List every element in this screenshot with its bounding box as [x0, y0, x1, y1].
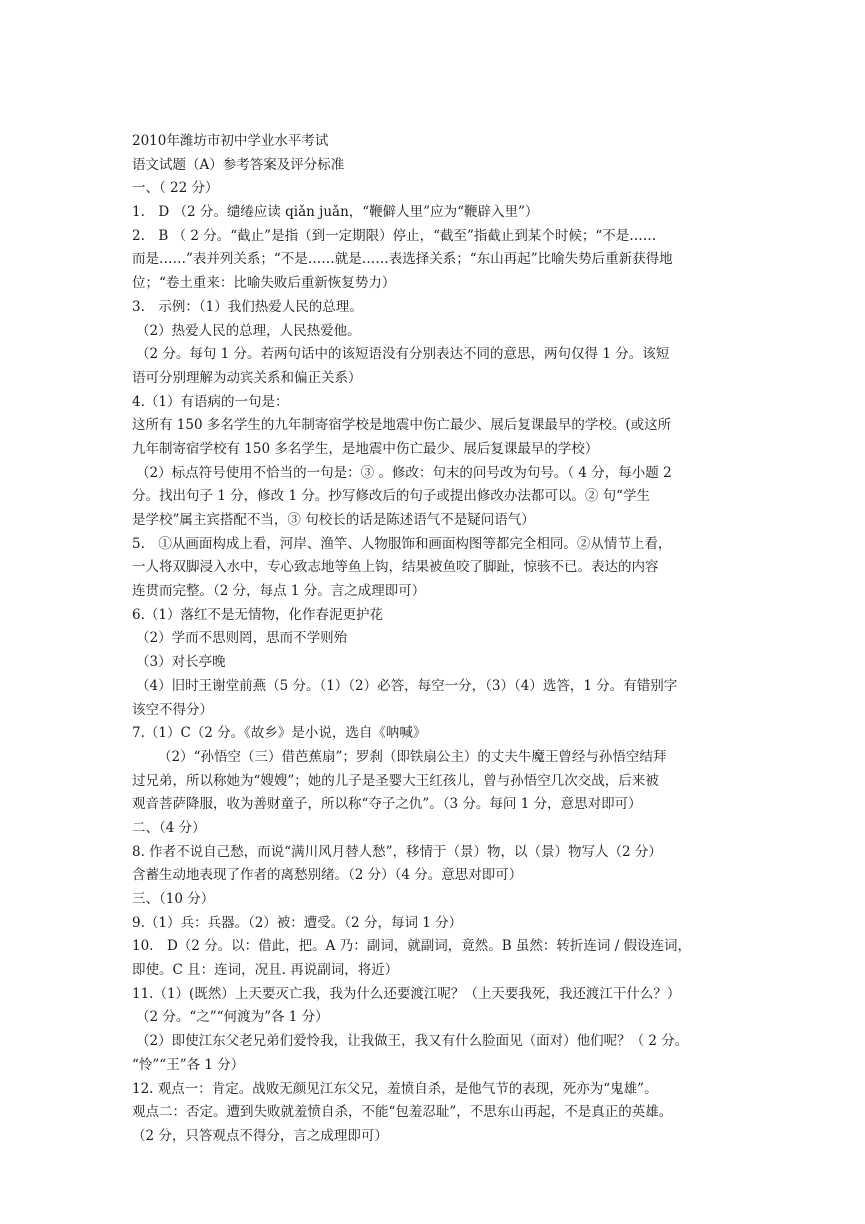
section-heading: 一、（ 22 分） [132, 180, 219, 197]
section-heading: 三、（10 分） [132, 891, 215, 907]
text-line: （2）学而不思则罔，思而不学则殆 [136, 630, 348, 647]
text-line: 位；“卷土重来：比喻失败后重新恢复势力） [132, 275, 396, 292]
text-line: 3. 示例：（1）我们热爱人民的总理。 [132, 298, 363, 315]
text-line: 是学校”属主宾搭配不当，③ 句校长的话是陈述语气不是疑问语气） [132, 512, 535, 528]
text-line: （2 分，只答观点不得分，言之成理即可） [132, 1127, 388, 1144]
text-line: 7.（1）C（2 分。《故乡》是小说，选自《呐喊》 [132, 725, 427, 742]
text-line: 过兄弟，所以称她为“嫂嫂”；她的儿子是圣婴大王红孩儿，曾与孙悟空几次交战，后来被 [132, 772, 659, 789]
text-line: （2 分。“之”“何渡为”各 1 分） [136, 1009, 329, 1026]
text-line: 6.（1）落红不是无情物，化作春泥更护花 [132, 606, 383, 623]
text-line: 2. B （ 2 分。“截止”是指（到一定期限）停止，“截至”指截止到某个时候；“不是…… [132, 227, 657, 244]
answer-key-text [132, 130, 742, 1149]
text-line: （2）标点符号使用不恰当的一句是：③ 。修改：句末的问号改为句号。（ 4 分，每小题 2 [136, 464, 672, 481]
text-line: （3）对长亭晚 [136, 654, 226, 671]
text-line: 该空不得分） [132, 701, 213, 718]
text-line: （2）热爱人民的总理，人民热爱他。 [136, 322, 361, 339]
text-line: 1. D （2 分。缱绻应读 qiǎn juǎn，“鞭僻人里”应为“鞭辟入里”） [132, 204, 539, 221]
text-line: 观点二：否定。遭到失败就羞愤自杀，不能“包羞忍耻”，不思东山再起，不是真正的英雄。 [132, 1104, 673, 1121]
text-line: 即使。C 且：连词，况且. 再说副词，将近） [132, 962, 399, 979]
text-line: “怜”“王”各 1 分） [132, 1056, 245, 1073]
text-line: 连贯而完整。（2 分，每点 1 分。言之成理即可） [132, 583, 426, 600]
text-line: 含蓄生动地表现了作者的离愁别绪。（2 分）（4 分。意思对即可） [132, 867, 523, 884]
text-line: （2）“孙悟空（三）借芭蕉扇”；罗刹（即铁扇公主）的丈夫牛魔王曾经与孙悟空结拜 [158, 748, 667, 765]
text-line: 九年制寄宿学校有 150 多名学生，是地震中伤亡最少、展后复课最早的学校） [132, 440, 599, 457]
text-line: （2 分。每句 1 分。若两句话中的该短语没有分别表达不同的意思，两句仅得 1 分。该短 [136, 346, 670, 363]
text-line: 10. D（2 分。以：借此，把。A 乃：副词，就副词，竟然。B 虽然：转折连词 / 假设连词， [132, 938, 692, 955]
text-line: （4）旧时王谢堂前燕（5 分。（1）（2）必答，每空一分，（3）（4）选答，1 分。有错别字 [136, 677, 678, 694]
text-line: 而是……”表并列关系；“不是……就是……表选择关系；“东山再起”比喻失势后重新获得地 [132, 251, 673, 268]
text-line: 分。找出句子 1 分，修改 1 分。抄写修改后的句子或提出修改办法都可以。② 句“学生 [132, 488, 651, 505]
doc-subtitle: 语文试题（A）参考答案及评分标准 [132, 156, 345, 173]
section-heading: 二、（4 分） [132, 819, 206, 836]
text-line: 4.（1）有语病的一句是： [132, 393, 289, 410]
text-line: （2）即使江东父老兄弟们爱怜我，让我做王，我又有什么脸面见（面对）他们呢？（ 2 分。 [136, 1033, 689, 1050]
text-line: 这所有 150 多名学生的九年制寄宿学校是地震中伤亡最少、展后复课最早的学校。(或这所 [132, 417, 672, 434]
text-line: 11.（1）(既然）上天要灭亡我，我为什么还要渡江呢？（上天要我死，我还渡江干什么？） [132, 985, 681, 1002]
text-line: 一人将双脚浸入水中，专心致志地等鱼上钩，结果被鱼咬了脚趾，惊骇不已。表达的内容 [132, 559, 659, 576]
text-line: 语可分别理解为动宾关系和偏正关系） [132, 369, 362, 386]
text-line: 观音菩萨降服，收为善财童子，所以称“夺子之仇”。（3 分。每问 1 分，意思对即可） [132, 796, 642, 813]
text-line: 9.（1）兵：兵器。（2）被：遭受。（2 分，每词 1 分） [132, 914, 463, 931]
doc-title: 2010年潍坊市初中学业水平考试 [132, 133, 329, 149]
text-line: 12. 观点一：肯定。战败无颜见江东父兄，羞愤自杀，是他气节的表现，死亦为“鬼雄”。 [132, 1080, 658, 1097]
text-line: 8. 作者不说自己愁，而说“满川风月替人愁”，移情于（景）物，以（景）物写人（2 分） [132, 843, 662, 860]
text-line: 5. ①从画面构成上看，河岸、渔竿、人物服饰和画面构图等都完全相同。②从情节上看， [132, 535, 672, 552]
